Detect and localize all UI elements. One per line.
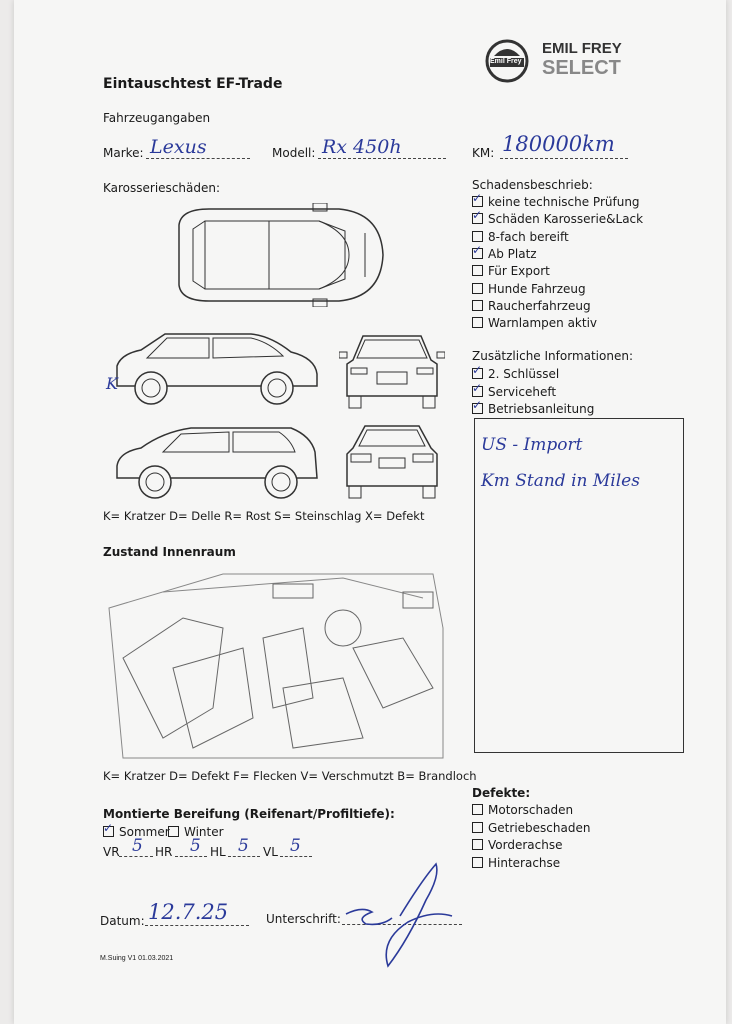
damage-description-label: 8-fach bereift: [488, 229, 569, 244]
damage-description-label: Warnlampen aktiv: [488, 316, 598, 331]
additional-info-heading: Zusätzliche Informationen:: [472, 349, 633, 363]
hr-value[interactable]: 5: [190, 836, 201, 856]
car-rear-view-diagram: [339, 422, 445, 502]
damage-description-checkbox[interactable]: [472, 213, 483, 224]
body-damage-heading: Karosserieschäden:: [103, 181, 221, 195]
damage-description-item[interactable]: [472, 282, 586, 296]
defect-item[interactable]: [472, 821, 590, 835]
vl-value[interactable]: 5: [290, 836, 301, 856]
page-title: Eintauschtest EF-Trade: [103, 76, 283, 92]
body-damage-legend: K= Kratzer D= Delle R= Rost S= Steinschlag X= Defekt: [103, 509, 425, 523]
damage-description-checkbox[interactable]: [472, 265, 483, 276]
defect-label: Getriebeschaden: [488, 820, 591, 835]
hr-label: HR: [155, 845, 173, 859]
defect-item[interactable]: [472, 803, 573, 817]
additional-info-item[interactable]: [472, 385, 556, 399]
hl-label: HL: [210, 845, 226, 859]
defect-checkbox[interactable]: [472, 822, 483, 833]
form-page: [14, 0, 726, 1024]
damage-description-label: Ab Platz: [488, 246, 537, 261]
date-label: Datum:: [100, 914, 145, 928]
car-side-view-left-diagram: [111, 330, 323, 410]
hl-value[interactable]: 5: [238, 836, 249, 856]
damage-description-checkbox[interactable]: [472, 248, 483, 259]
additional-info-label: 2. Schlüssel: [488, 367, 560, 381]
km-line: [500, 158, 628, 159]
defect-checkbox[interactable]: [472, 857, 483, 868]
km-value[interactable]: 180000km: [502, 132, 615, 156]
car-top-view-diagram: [169, 203, 387, 307]
damage-description-label: keine technische Prüfung: [488, 195, 640, 209]
date-value[interactable]: 12.7.25: [148, 900, 229, 924]
version-note: M.Suing V1 01.03.2021: [100, 955, 174, 962]
interior-legend: K= Kratzer D= Defekt F= Flecken V= Verschmutzt B= Brandloch: [103, 769, 477, 783]
damage-description-item[interactable]: [472, 230, 569, 244]
additional-info-item[interactable]: [472, 402, 594, 416]
defect-checkbox[interactable]: [472, 839, 483, 850]
signature-label: Unterschrift:: [266, 912, 341, 926]
damage-description-label: Für Export: [488, 264, 550, 279]
winter-label: Winter: [184, 825, 224, 839]
tires-heading: Montierte Bereifung (Reifenart/Profiltiefe):: [103, 807, 395, 821]
vr-line: [119, 856, 153, 857]
logo-brand-line1: EMIL FREY: [542, 40, 622, 57]
notes-box[interactable]: [474, 418, 684, 753]
defects-heading: Defekte:: [472, 786, 531, 800]
emil-frey-logo: [484, 38, 634, 86]
notes-line-1: US - Import: [481, 435, 583, 455]
damage-description-checkbox[interactable]: [472, 283, 483, 294]
damage-description-item[interactable]: [472, 212, 643, 226]
signature-drawing[interactable]: [342, 860, 458, 972]
defect-checkbox[interactable]: [472, 804, 483, 815]
winter-checkbox[interactable]: [168, 826, 179, 837]
car-front-view-diagram: [339, 330, 445, 410]
vehicle-heading: Fahrzeugangaben: [103, 111, 211, 125]
additional-info-checkbox[interactable]: [472, 368, 483, 379]
defect-label: Motorschaden: [488, 803, 574, 817]
summer-label: Sommer: [119, 825, 170, 839]
brand-line: [146, 158, 250, 159]
defect-item[interactable]: [472, 856, 560, 870]
additional-info-item[interactable]: [472, 367, 559, 381]
defect-label: Vorderachse: [488, 838, 563, 853]
vr-label: VR: [103, 845, 120, 859]
logo-brand-line2: SELECT: [542, 57, 621, 79]
summer-checkbox[interactable]: [103, 826, 114, 837]
notes-line-2: Km Stand in Miles: [481, 471, 640, 491]
hl-line: [228, 856, 260, 857]
damage-description-checkbox[interactable]: [472, 196, 483, 207]
damage-description-heading: Schadensbeschrieb:: [472, 178, 593, 192]
additional-info-label: Serviceheft: [488, 384, 557, 399]
vl-label: VL: [263, 845, 278, 859]
logo-badge-text: Emil Frey: [490, 58, 522, 65]
model-value[interactable]: Rx 450h: [322, 136, 402, 158]
brand-value[interactable]: Lexus: [150, 136, 207, 158]
damage-description-checkbox[interactable]: [472, 231, 483, 242]
damage-description-item[interactable]: [472, 264, 550, 278]
damage-description-item[interactable]: [472, 195, 640, 209]
damage-description-checkbox[interactable]: [472, 317, 483, 328]
hr-line: [175, 856, 207, 857]
damage-description-checkbox[interactable]: [472, 300, 483, 311]
damage-description-item[interactable]: [472, 316, 597, 330]
damage-description-label: Raucherfahrzeug: [488, 298, 591, 313]
vl-line: [280, 856, 312, 857]
model-label: Modell:: [272, 146, 316, 160]
car-side-view-right-diagram: [111, 422, 323, 502]
model-line: [318, 158, 446, 159]
additional-info-label: Betriebsanleitung: [488, 402, 595, 416]
damage-description-label: Hunde Fahrzeug: [488, 281, 586, 296]
vr-value[interactable]: 5: [132, 836, 143, 856]
interior-heading: Zustand Innenraum: [103, 545, 236, 559]
side-damage-mark[interactable]: K: [106, 374, 118, 393]
brand-label: Marke:: [103, 146, 144, 160]
damage-description-item[interactable]: [472, 247, 537, 261]
damage-description-item[interactable]: [472, 299, 591, 313]
damage-description-label: Schäden Karosserie&Lack: [488, 212, 644, 227]
interior-diagram: [103, 568, 449, 764]
defect-label: Hinterachse: [488, 856, 561, 871]
defect-item[interactable]: [472, 838, 562, 852]
date-line: [145, 925, 249, 926]
additional-info-checkbox[interactable]: [472, 386, 483, 397]
additional-info-checkbox[interactable]: [472, 403, 483, 414]
km-label: KM:: [472, 146, 495, 160]
